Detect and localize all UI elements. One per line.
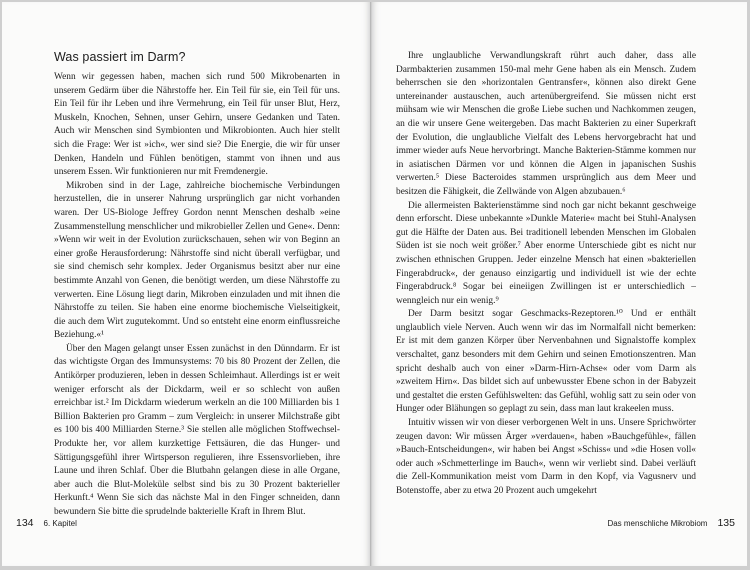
right-page bbox=[372, 2, 747, 566]
page-number: 134 bbox=[16, 517, 34, 529]
left-page bbox=[2, 2, 371, 566]
left-page-content bbox=[54, 50, 340, 520]
paragraph: Ihre unglaubliche Verwandlungskraft rührt auch daher, dass alle Darmbakterien zusammen 150-mal mehr Gene haben als ein Mensch. Zudem beherrschen sie den »horizontalen Gentransfer«, können also direkt Gene untereinander austauschen, auch artenübergreifend. Sie müssen nicht erst mühsam wie wir Menschen die große Liebe suchen und Nachkommen zeugen, an die wir unsere Gene weitergeben. Das macht Bakterien zu einer Superkraft der Evolution, die unglaubliche Vielfalt des Lebens hervorgebracht hat und immer wieder aufs Neue hervorbringt. Manche Bakterien-Stämme kommen nur in asiatischen Därmen vor und können die Algen in japanischen Sushis verwerten.⁵ Diese Bacteroides stammen ursprünglich aus dem Meer und besitzen die Fähigkeit, die Zellwände von Algen abzubauen.⁶ bbox=[396, 51, 696, 197]
paragraph: Über den Magen gelangt unser Essen zunächst in den Dünndarm. Er ist das wichtigste Organ des Immunsystems: 70 bis 80 Prozent der Zellen, die Antikörper produzieren, leben in dessen Schleimhaut. Allerdings ist er weit weniger erforscht als der Dickdarm, weil er so schlecht von außen erreichbar ist.² Im Dickdarm wiederum werkeln an die 100 Milliarden bis 1 Billion Bakterien pro Gramm – zum Vergleich: in unserer Milchstraße gibt es 100 bis 400 Milliarden Sterne.³ Sie stellen alle möglichen Stoffwechsel-Produkte her, vor allem kurzkettige Fettsäuren, die das Hunger- und Sättigungsgefühl ihrer Wirtsperson regulieren, ihre Essensvorlieben, ihre Laune und ihren Schlaf. Über die Blutbahn gelangen diese in alle Organe, aber auch die Blut-Moleküle selbst sind bis zu 30 Prozent bakterieller Herkunft.⁴ Wenn Sie sich das nächste Mal in den Finger schneiden, dann bewundern Sie bitte die sprudelnde bakterielle Kraft in Ihrem Blut. bbox=[54, 343, 340, 517]
right-page-content bbox=[396, 50, 696, 499]
paragraph: Mikroben sind in der Lage, zahlreiche biochemische Verbindungen herzustellen, die in unserer Nahrung ursprünglich gar nicht vorhanden waren. Der US-Biologe Jeffrey Gordon nennt Menschen deshalb »eine Zusammenstellung menschlicher und mikrobieller Zellen und Gene«. Denn: »Wenn wir weit in der Evolution zurückschauen, sehen wir von Beginn an einer große Herausforderung: Nährstoffe sind nicht überall verfügbar, und sie sind chemisch sehr komplex. Jeder Organismus besitzt aber nur eine bestimmte Anzahl von Genen, die benötigt werden, um diese Nährstoffe zu verwerten. Eine Lösung liegt darin, Mikroben einzuladen und mit ihnen die Nährstoffe zu teilen. Sie haben eine enorme biochemische Vielseitigkeit, die auch dem Wirt zugutekommt. Und so entsteht eine enorm einflussreiche Beziehung.«¹ bbox=[54, 180, 340, 341]
chapter-label: 6. Kapitel bbox=[43, 519, 77, 528]
paragraph: Intuitiv wissen wir von dieser verborgenen Welt in uns. Unsere Sprichwörter zeugen davon: Wir müssen Ärger »verdauen«, haben »Bauchgefühle«, fällen »Bauch-Entscheidungen«, wir haben bei Angst »Schiss« und »die Hosen voll« oder auch »Schmetterlinge im Bauch«, wenn wir verliebt sind. Dabei verläuft die Zell-Kommunikation meist vom Darm in den Kopf, via Vagusnerv und Botenstoffe, aber zu etwa 20 Prozent auch umgekehrt bbox=[396, 418, 696, 496]
section-heading: Was passiert im Darm? bbox=[54, 50, 186, 64]
left-footer bbox=[16, 517, 77, 529]
paragraph: Der Darm besitzt sogar Geschmacks-Rezeptoren.¹⁰ Und er enthält unglaublich viele Nerven. Auch wenn wir das im Normalfall nicht bemerken: Er ist mit dem ganzen Körper über Nervenbahnen und Signalstoffe komplex verschaltet, ganz besonders mit dem Gehirn und seinen Emotionszentren. Man spricht deshalb auch von einer »Darm-Hirn-Achse« oder vom Darm als »zweitem Hirn«. Das bildet sich auf unbewusster Ebene schon in der Babyzeit und gestaltet die ersten Gefühlswelten: das Gefühl, wohlig satt zu sein oder von Hunger oder Blähungen so geplagt zu sein, dass man laut krakeelen muss. bbox=[396, 309, 696, 415]
right-footer bbox=[607, 517, 735, 529]
chapter-label: Das menschliche Mikrobiom bbox=[607, 519, 708, 528]
paragraph: Wenn wir gegessen haben, machen sich rund 500 Mikrobenarten in unserem Gedärm über die Nährstoffe her. Ein Teil für sie, ein Teil für uns. Ein Teil für ihr Leben und ihre Vermehrung, ein Teil für unser Blut, Herz, Muskeln, Knochen, Sehnen, unser Gehirn, unsere Gedanken und Taten. Auch wir Menschen sind Symbionten und Mikrobionten. Auch hier stellt sich die Frage: Wer ist »ich«, wer sind sie? Die Energie, die wir für unser Denken, Handeln und Fühlen benötigen, stammt von ihnen und aus unserem Essen. Wir funktionieren nur mit Fremdenergie. bbox=[54, 72, 340, 178]
page-number: 135 bbox=[717, 517, 735, 529]
paragraph: Die allermeisten Bakterienstämme sind noch gar nicht bekannt geschweige denn erforscht. Diese unbekannte »Dunkle Materie« macht bei Stuhl-Analysen gut die Hälfte der Daten aus. Bei traditionell lebenden Menschen im Globalen Süden ist sie noch weit größer.⁷ Aber enorme Unterschiede gibt es nicht nur zwischen ethnischen Gruppen. Jeder einzelne Mensch hat einen »bakteriellen Fingerabdruck«, der genauso einzigartig und individuell ist wie der echte Fingerabdruck.⁸ Sogar bei eineiigen Zwillingen ist er unterschiedlich – wenngleich nur ein wenig.⁹ bbox=[396, 200, 696, 306]
